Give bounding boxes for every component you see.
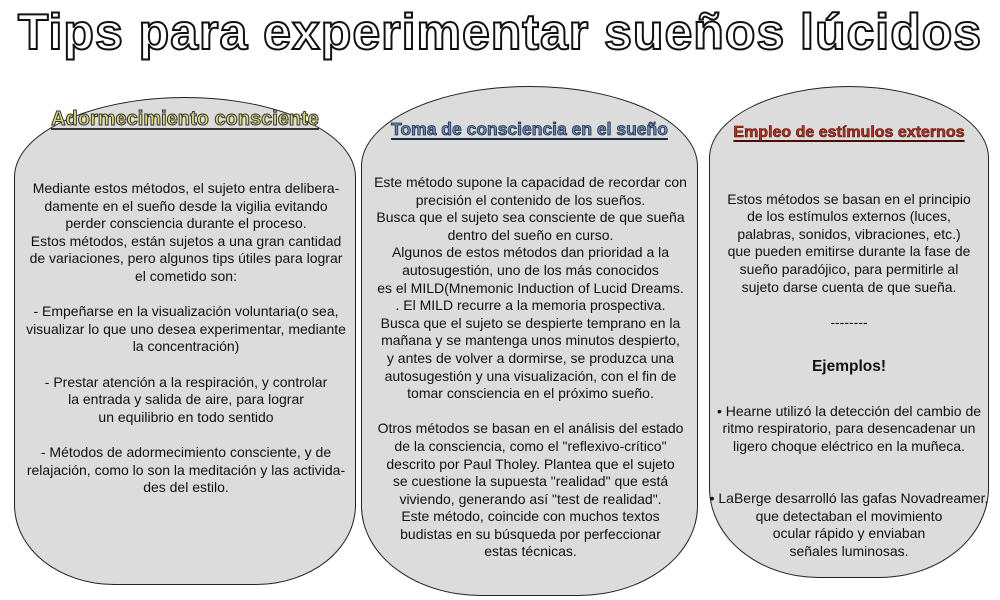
examples-heading: Ejemplos! xyxy=(811,357,887,375)
panel-body: Mediante estos métodos, el sujeto entra delibera- damente en el sueño desde la vigilia evitando perder consciencia durante el proceso. Estos métodos, están sujetos a una gran cantidad de variaciones, pero algunos tips útiles para lograr el cometido son: - Empeñarse en la visualización voluntaria(o sea, visualizar lo que uno desea experimentar, mediante la concentración) - Prestar atención a la respiración, y controlar la entrada y salida de aire, para lograr un equilibrio en todo sentido - Métodos de adormecimiento consciente, y de relajación, como lo son la meditación y las activida- des del estilo. xyxy=(26,180,346,496)
separator-line: -------- xyxy=(830,313,868,330)
main-title: Tips para experimentar sueños lúcidos xyxy=(17,4,983,60)
panel-heading: Adormecimiento consciente xyxy=(51,108,319,130)
example-item: • Hearne utilizó la detección del cambio de ritmo respiratorio, para desencadenar un ligero choque eléctrico en la muñeca. xyxy=(716,402,982,454)
panel-body-container xyxy=(706,173,992,578)
panel-heading: Toma de consciencia en el sueño xyxy=(391,119,668,139)
example-item: • LaBerge desarrolló las gafas Novadreamer, que detectaban el movimiento ocular rápido y enviaban señales luminosas. xyxy=(709,489,989,559)
panel-body: Estos métodos se basan en el principio de los estímulos externos (luces, palabras, sonidos, vibraciones, etc.) que pueden emitirse durante la fase de sueño paradójico, para permitirle al sujeto darse cuenta de que sueña. xyxy=(727,190,971,295)
panel-adormecimiento-consciente xyxy=(14,97,356,585)
panel-body: Este método supone la capacidad de recordar con precisión el contenido de los sueños. Busca que el sujeto sea consciente de que sueña dentro del sueño en curso. Algunos de estos métodos dan prioridad a la autosugestión, uno de los más conocidos es el MILD(Mnemonic Induction of Lucid Dreams. . El MILD recurre a la memoria prospectiva. Busca que el sujeto se despierte temprano en la mañana y se mantenga unos minutos despierto, y antes de volver a dormirse, se produzca una autosugestión y una visualización, con el fin de tomar consciencia en el próximo sueño. Otros métodos se basan en el análisis del estado de la consciencia, como el "reflexivo-crítico" descrito por Paul Tholey. Plantea que el sujeto se cuestione la supuesta "realidad" que está viviendo, generando así "test de realidad". Este método, coincide con muchos textos budistas en su búsqueda por perfeccionar estas técnicas. xyxy=(374,174,687,560)
panel-estimulos-externos xyxy=(709,86,989,578)
panel-toma-de-consciencia xyxy=(361,86,698,596)
panel-heading: Empleo de estímulos externos xyxy=(733,124,965,141)
